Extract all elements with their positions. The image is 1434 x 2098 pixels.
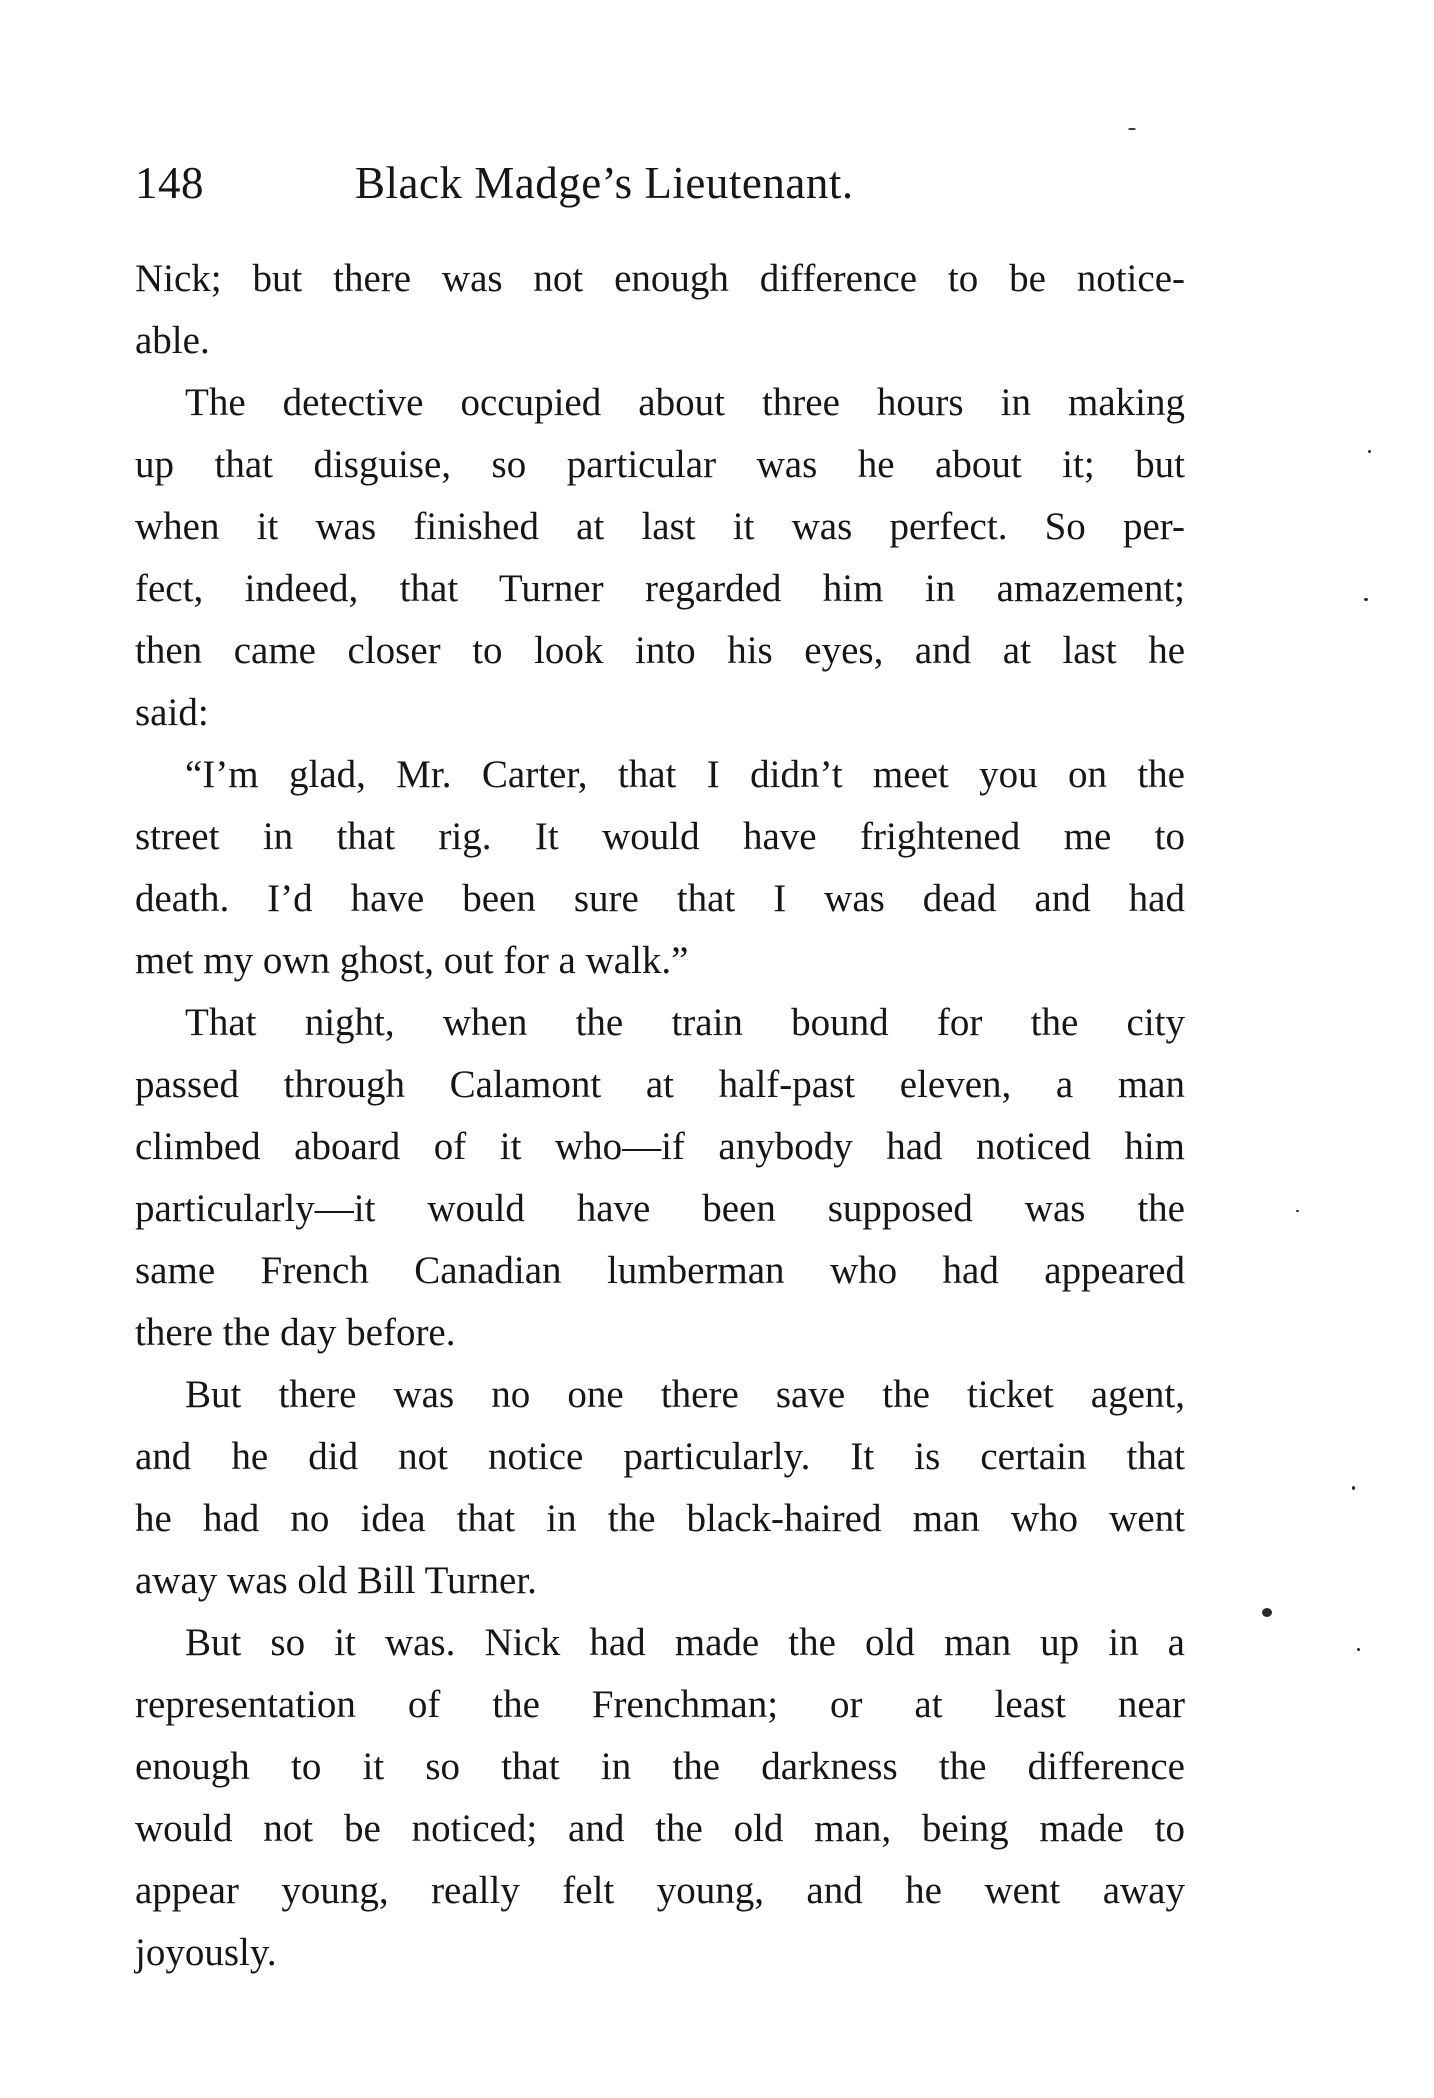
- text-line: appear young, really felt young, and he went away: [135, 1869, 1185, 1912]
- text-line: same French Canadian lumberman who had appeared: [135, 1249, 1185, 1292]
- text-line: fect, indeed, that Turner regarded him in amazement;: [135, 567, 1185, 610]
- page-number: 148: [135, 158, 204, 208]
- text-line: passed through Calamont at half-past eleven, a man: [135, 1063, 1185, 1106]
- text-line: representation of the Frenchman; or at least near: [135, 1683, 1185, 1726]
- scan-speck: [1296, 1210, 1299, 1212]
- scan-speck: [1364, 598, 1368, 601]
- text-line: up that disguise, so particular was he about it; but: [135, 443, 1185, 486]
- text-line: and he did not notice particularly. It is certain that: [135, 1435, 1185, 1478]
- text-line: That night, when the train bound for the city: [185, 1001, 1185, 1044]
- text-line: street in that rig. It would have frightened me to: [135, 815, 1185, 858]
- scan-speck: [1128, 128, 1136, 130]
- text-line: there the day before.: [135, 1311, 456, 1354]
- text-line: death. I’d have been sure that I was dead and had: [135, 877, 1185, 920]
- text-line: The detective occupied about three hours in making: [185, 381, 1185, 424]
- text-line: Nick; but there was not enough difference to be notice-: [135, 257, 1185, 300]
- scan-speck: [1357, 1648, 1360, 1651]
- text-line: away was old Bill Turner.: [135, 1559, 537, 1602]
- text-line: particularly—it would have been supposed was the: [135, 1187, 1185, 1230]
- text-line: But there was no one there save the ticket agent,: [185, 1373, 1185, 1416]
- scan-speck: [1352, 1486, 1355, 1490]
- text-line: climbed aboard of it who—if anybody had noticed him: [135, 1125, 1185, 1168]
- text-line: able.: [135, 319, 210, 362]
- text-line: said:: [135, 691, 209, 734]
- text-line: when it was finished at last it was perfect. So per-: [135, 505, 1185, 548]
- page-header: [135, 148, 1195, 218]
- running-title: Black Madge’s Lieutenant.: [355, 158, 854, 208]
- text-line: then came closer to look into his eyes, and at last he: [135, 629, 1185, 672]
- text-line: enough to it so that in the darkness the difference: [135, 1745, 1185, 1788]
- text-line: joyously.: [135, 1931, 277, 1974]
- text-line: But so it was. Nick had made the old man up in a: [185, 1621, 1185, 1664]
- scan-speck: [1368, 450, 1371, 453]
- text-line: would not be noticed; and the old man, being made to: [135, 1807, 1185, 1850]
- text-line: met my own ghost, out for a walk.”: [135, 939, 689, 982]
- scan-speck: [1262, 1608, 1272, 1617]
- body-text: [135, 248, 1185, 1984]
- text-line: he had no idea that in the black-haired man who went: [135, 1497, 1185, 1540]
- text-line: “I’m glad, Mr. Carter, that I didn’t meet you on the: [185, 753, 1185, 796]
